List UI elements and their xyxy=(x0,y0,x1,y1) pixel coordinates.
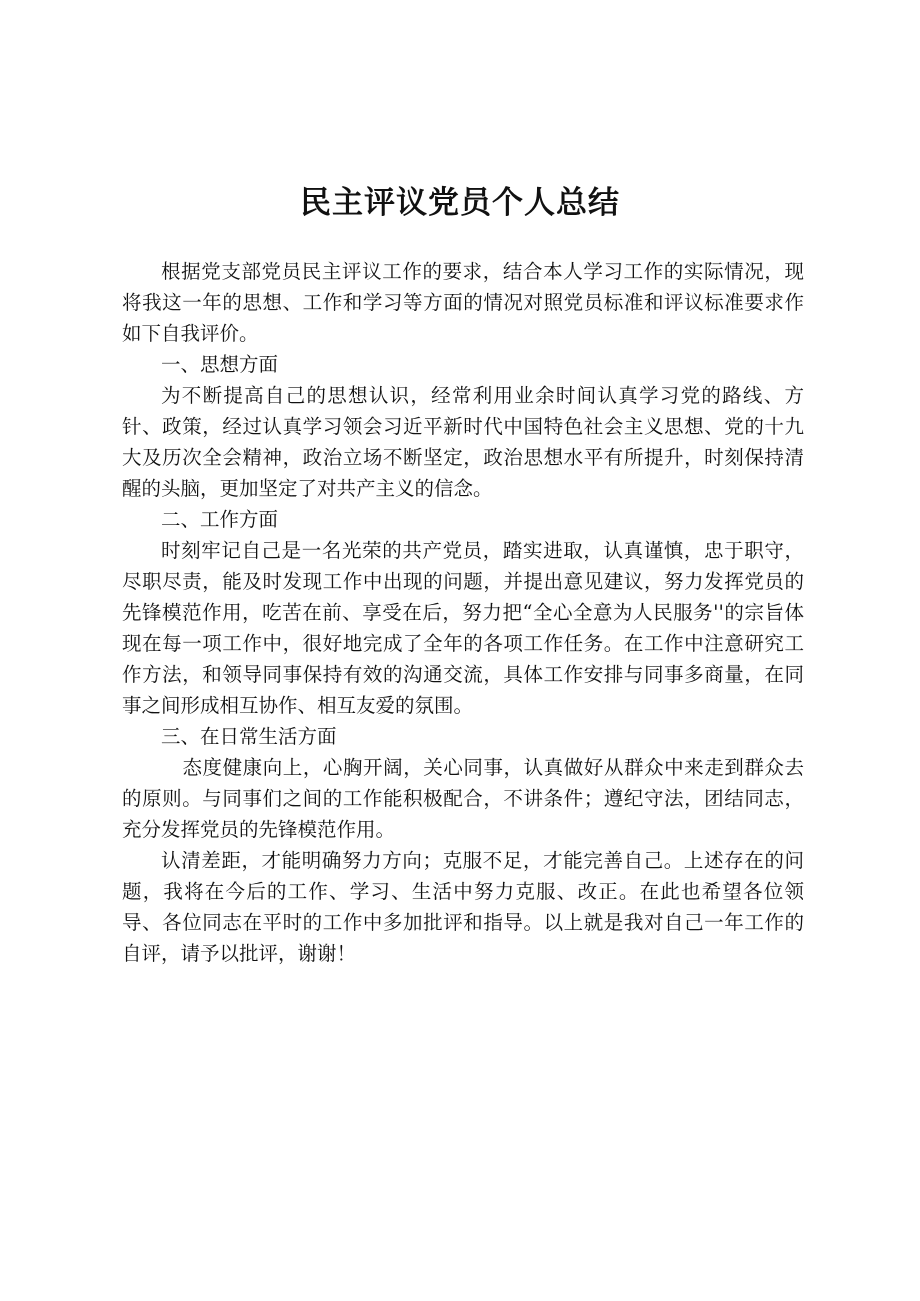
document-body xyxy=(122,256,804,969)
section-heading-daily-life: 三、在日常生活方面 xyxy=(161,725,337,748)
section-paragraph-thought: 为不断提高自己的思想认识，经常利用业余时间认真学习党的路线、方针、政策，经过认真学习领会习近平新时代中国特色社会主义思想、党的十九大及历次全会精神，政治立场不断坚定，政治思想水平有所提升，时刻保持清醒的头脑，更加坚定了对共产主义的信念。 xyxy=(122,384,804,500)
section-heading-work: 二、工作方面 xyxy=(161,508,279,531)
section-heading-thought: 一、思想方面 xyxy=(161,353,279,376)
closing-paragraph: 认清差距，才能明确努力方向；克服不足，才能完善自己。上述存在的问题，我将在今后的工作、学习、生活中努力克服、改正。在此也希望各位领导、各位同志在平时的工作中多加批评和指导。以上就是我对自己一年工作的自评，请予以批评，谢谢！ xyxy=(122,849,804,965)
document-title: 民主评议党员个人总结 xyxy=(300,185,620,221)
section-paragraph-daily-life: 态度健康向上，心胸开阔，关心同事，认真做好从群众中来走到群众去的原则。与同事们之间的工作能积极配合，不讲条件；遵纪守法，团结同志，充分发挥党员的先锋模范作用。 xyxy=(122,756,804,841)
section-paragraph-work: 时刻牢记自己是一名光荣的共产党员，踏实进取，认真谨慎，忠于职守，尽职尽责，能及时发现工作中出现的问题，并提出意见建议，努力发挥党员的先锋模范作用，吃苦在前、享受在后，努力把“全心全意为人民服务''的宗旨体现在每一项工作中，很好地完成了全年的各项工作任务。在工作中注意研究工作方法，和领导同事保持有效的沟通交流，具体工作安排与同事多商量，在同事之间形成相互协作、相互友爱的氛围。 xyxy=(122,539,804,717)
intro-paragraph: 根据党支部党员民主评议工作的要求，结合本人学习工作的实际情况，现将我这一年的思想、工作和学习等方面的情况对照党员标准和评议标准要求作如下自我评价。 xyxy=(122,260,804,345)
